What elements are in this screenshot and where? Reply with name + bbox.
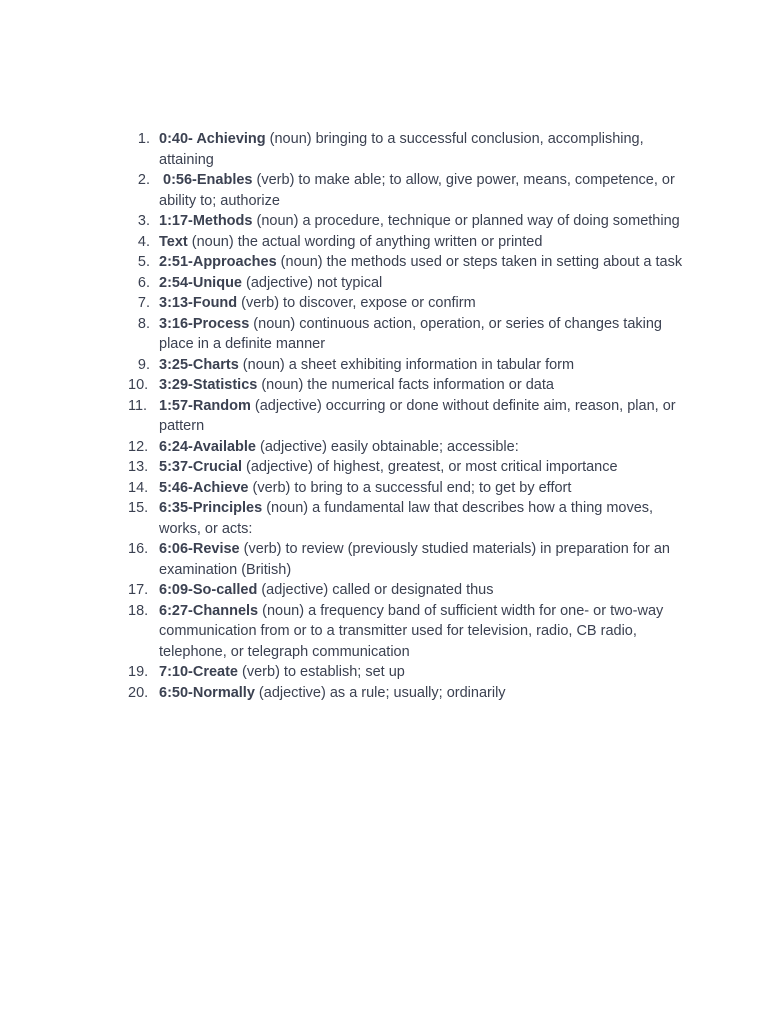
- list-item: [128, 457, 688, 478]
- item-term: 3:16-Process: [159, 315, 250, 332]
- item-definition: (verb) to make able; to allow, give power, means, competence, or ability to; authorize: [159, 172, 675, 209]
- list-item: [128, 437, 688, 458]
- item-term: Text: [159, 233, 188, 250]
- item-number: 17.: [128, 582, 149, 598]
- item-number: 6.: [137, 274, 150, 291]
- item-number: 14.: [128, 479, 149, 496]
- item-term: 7:10-Create: [159, 664, 238, 680]
- item-term: 5:46-Achieve: [159, 479, 249, 496]
- item-number: 4.: [137, 233, 150, 250]
- list-item: [128, 580, 688, 601]
- item-term: 3:25-Charts: [159, 356, 239, 373]
- item-definition: (noun) continuous action, operation, or series of changes taking place in a definite manner: [159, 315, 662, 352]
- list-item: [128, 601, 688, 663]
- item-number: 12.: [128, 438, 149, 455]
- list-item: [128, 662, 688, 683]
- item-term: 6:27-Channels: [159, 602, 259, 619]
- item-definition: (noun) a fundamental law that describes how a thing moves, works, or acts:: [159, 500, 654, 537]
- item-number: 1.: [137, 131, 150, 147]
- list-item: [128, 314, 688, 355]
- item-number: 8.: [137, 315, 150, 332]
- list-item: [128, 355, 688, 376]
- item-term: 3:29-Statistics: [159, 377, 258, 393]
- list-item: [128, 293, 688, 314]
- item-definition: (noun) bringing to a successful conclusion, accomplishing, attaining: [159, 131, 644, 168]
- item-definition: (adjective) as a rule; usually; ordinarily: [254, 684, 506, 701]
- list-item: [128, 273, 688, 294]
- list-item: [128, 252, 688, 273]
- item-term: 5:37-Crucial: [159, 459, 243, 475]
- item-number: 3.: [137, 213, 150, 229]
- item-number: 18.: [128, 602, 149, 619]
- item-term: 6:06-Revise: [159, 541, 240, 557]
- item-term: 2:54-Unique: [159, 274, 242, 291]
- item-number: 13.: [128, 459, 149, 475]
- item-term: 2:51-Approaches: [159, 254, 277, 270]
- item-definition: (adjective) of highest, greatest, or most critical importance: [242, 459, 618, 475]
- item-number: 11.: [128, 397, 148, 414]
- item-term: 1:57-Random: [159, 397, 251, 414]
- list-item: [128, 683, 688, 704]
- item-number: 20.: [128, 684, 149, 701]
- item-definition: (adjective) not typical: [242, 274, 383, 291]
- list-item: [128, 375, 688, 396]
- item-number: 5.: [137, 254, 150, 270]
- item-definition: (adjective) easily obtainable; accessible:: [255, 438, 519, 455]
- list-item: [128, 232, 688, 253]
- list-item: [128, 478, 688, 499]
- item-number: 2.: [137, 172, 150, 188]
- item-definition: (noun) the numerical facts information or data: [257, 377, 554, 393]
- item-term: 6:35-Principles: [159, 500, 263, 516]
- item-definition: (noun) a procedure, technique or planned way of doing something: [252, 213, 680, 229]
- list-item: [128, 539, 688, 580]
- item-number: 16.: [128, 541, 149, 557]
- list-item: [128, 498, 688, 539]
- item-definition: (noun) the methods used or steps taken in setting about a task: [276, 254, 683, 270]
- item-definition: (noun) the actual wording of anything written or printed: [187, 233, 543, 250]
- item-number: 10.: [128, 377, 149, 393]
- item-definition: (verb) to establish; set up: [238, 664, 405, 680]
- item-number: 15.: [128, 500, 149, 516]
- vocabulary-list: [128, 129, 688, 703]
- item-number: 7.: [137, 295, 150, 311]
- item-number: 19.: [128, 664, 149, 680]
- item-definition: (verb) to discover, expose or confirm: [237, 295, 476, 311]
- item-definition: (verb) to review (previously studied materials) in preparation for an examination (British): [159, 541, 670, 578]
- list-item: [128, 129, 688, 170]
- item-term: 6:09-So-called: [159, 582, 258, 598]
- item-definition: (noun) a frequency band of sufficient width for one- or two-way communication from or to a transmitter used for television, radio, CB radio, telephone, or telegraph communication: [159, 602, 664, 660]
- list-item: [128, 170, 688, 211]
- item-term: 6:24-Available: [159, 438, 256, 455]
- item-number: 9.: [137, 356, 150, 373]
- list-item: [128, 396, 688, 437]
- item-term: 1:17-Methods: [159, 213, 253, 229]
- item-term: 6:50-Normally: [159, 684, 255, 701]
- item-definition: (noun) a sheet exhibiting information in tabular form: [238, 356, 575, 373]
- item-definition: (verb) to bring to a successful end; to get by effort: [248, 479, 572, 496]
- item-term: 0:40- Achieving: [159, 131, 266, 147]
- item-term: 0:56-Enables: [159, 172, 253, 188]
- item-definition: (adjective) occurring or done without definite aim, reason, plan, or pattern: [159, 397, 676, 434]
- item-definition: (adjective) called or designated thus: [257, 582, 494, 598]
- list-item: [128, 211, 688, 232]
- item-term: 3:13-Found: [159, 295, 238, 311]
